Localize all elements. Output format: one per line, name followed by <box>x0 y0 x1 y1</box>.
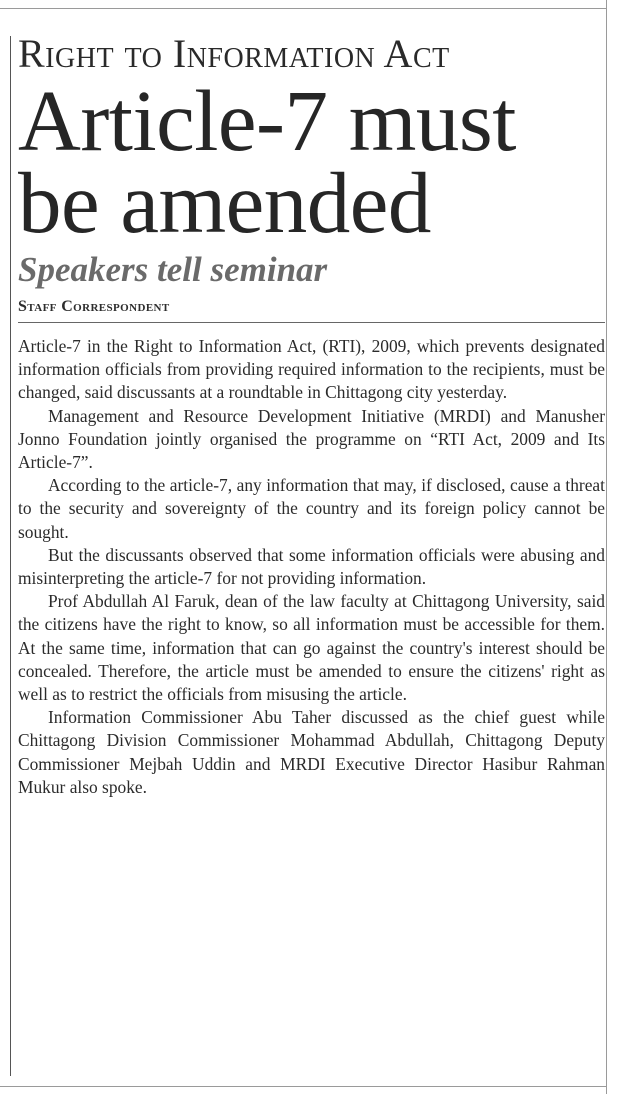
article-body <box>18 335 605 799</box>
right-border <box>606 0 607 1094</box>
article-paragraph: Management and Resource Development Initiative (MRDI) and Manusher Jonno Foundation jointly organised the programme on “RTI Act, 2009 and Its Article-7”. <box>18 405 605 473</box>
article-subheadline: Speakers tell seminar <box>18 250 328 289</box>
article-headline: Article-7 must be amended <box>18 72 516 251</box>
article-byline: Staff Correspondent <box>18 298 605 323</box>
top-border <box>0 8 607 9</box>
article-kicker: Right to Information Act <box>18 31 450 76</box>
article-paragraph: But the discussants observed that some information officials were abusing and misinterpreting the article-7 for not providing information. <box>18 544 605 589</box>
article-paragraph: Article-7 in the Right to Information Act, (RTI), 2009, which prevents designated information officials from providing required information to the recipients, must be changed, said discussants at a roundtable in Chittagong city yesterday. <box>18 336 605 403</box>
left-column-rule <box>10 36 11 1076</box>
article-paragraph: Prof Abdullah Al Faruk, dean of the law faculty at Chittagong University, said the citizens have the right to know, so all information must be accessible for them. At the same time, information that can go against the country's interest should be concealed. Therefore, the article must be amended to ensure the citizens' right as well as to restrict the officials from misusing the article. <box>18 591 605 705</box>
article-paragraph: Information Commissioner Abu Taher discussed as the chief guest while Chittagong Division Commissioner Mohammad Abdullah, Chittagong Deputy Commissioner Mejbah Uddin and MRDI Executive Director Hasibur Rahman Mukur also spoke. <box>18 707 605 797</box>
news-article <box>18 30 605 799</box>
bottom-border <box>0 1086 607 1087</box>
article-paragraph: According to the article-7, any information that may, if disclosed, cause a threat to the security and sovereignty of the country and its foreign policy cannot be sought. <box>18 475 605 542</box>
